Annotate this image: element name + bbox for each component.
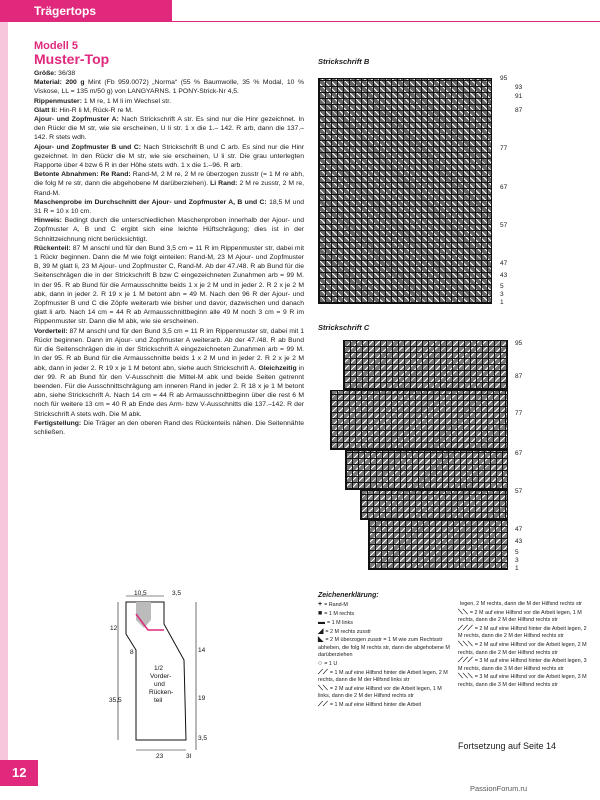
legend-text: = 2 M auf eine Hilfsnd hinter die Arbeit legen, 2 M rechts, dann die 2 M der Hilfsnd rechts str — [458, 626, 587, 640]
legend-symbol-icon: + — [318, 601, 323, 609]
chart-c-block-middle — [345, 450, 508, 490]
legend-item — [318, 636, 450, 659]
legend-text: = 1 M auf eine Hilfsnd hinter die Arbeit legen, 2 M rechts, dann die M der Hilfsnd links str — [318, 669, 448, 683]
chart-c-block-top — [343, 340, 508, 390]
legend-item — [318, 619, 450, 627]
decrease-left-label: Li Rand: — [210, 180, 238, 188]
hint-paragraph — [34, 216, 304, 244]
legend-item — [458, 625, 590, 641]
size-paragraph — [34, 69, 304, 78]
size-label: Größe: — [34, 70, 57, 77]
chart-b-row-93: 93 — [515, 84, 523, 91]
page-margin-bar — [0, 22, 8, 762]
chart-c-block-bottom — [368, 520, 508, 570]
legend-text: = 2 M auf eine Hilfsnd vor die Arbeit legen, 1 M links, dann die 2 M der Hilfsnd rechts str — [318, 685, 442, 700]
legend-text: = 1 M auf eine Hilfsnd hinter die Arbeit — [329, 701, 422, 708]
chart-b-row-67: 67 — [500, 184, 508, 191]
schematic-side-8-label: 8 — [130, 649, 134, 656]
schematic-bottom-width-label: 23 — [156, 753, 164, 760]
plain-label: Glatt li: — [34, 106, 58, 114]
chart-c-row-47: 47 — [515, 526, 523, 533]
page-number: 12 — [0, 760, 38, 786]
section-header — [0, 0, 172, 21]
legend-text: = 3 M auf eine Hilfsnd vor die Arbeit legen, 3 M rechts, dann die 3 M der Hilfsnd rechts str — [458, 674, 587, 688]
chart-b-row-1: 1 — [500, 299, 504, 306]
plain-text: Hin-R li M, Rück-R re M. — [59, 106, 133, 114]
chart-b-row-47: 47 — [500, 260, 508, 267]
ajour-a-paragraph — [34, 115, 304, 143]
chart-c-block-upper — [330, 390, 508, 450]
hint-text: Bedingt durch die unterschiedlichen Maschenproben innerhalb der Ajour- und Zopfmuster A, B und C ergibt sich eine leichte Hüftschrägung; dies ist in der Schnittzeichnung nicht berücksichtigt. — [34, 217, 304, 243]
decrease-paragraph — [34, 170, 304, 198]
chart-c-row-3: 3 — [515, 557, 519, 564]
gauge-text: 18,5 M und 31 R = 10 x 10 cm. — [34, 198, 305, 216]
finish-paragraph — [34, 419, 304, 437]
legend-item — [318, 610, 450, 618]
chart-c-row-77: 77 — [515, 410, 523, 417]
header-divider — [0, 21, 600, 22]
chart-c-row-5: 5 — [515, 549, 519, 556]
rib-paragraph — [34, 97, 304, 106]
chart-b-row-91: 91 — [515, 93, 523, 100]
size-value: 36/38 — [58, 70, 76, 77]
ajour-a-label: Ajour- und Zopfmuster A: — [34, 116, 119, 124]
legend-item — [458, 609, 590, 625]
legend-symbol-icon: ⟋⟋⟋ — [458, 625, 473, 633]
legend-text: = 2 M rechts zusstr — [325, 628, 372, 635]
legend-item — [318, 601, 450, 609]
model-title: Muster-Top — [34, 51, 110, 67]
legend-text: = 1 M rechts — [324, 611, 355, 618]
legend-right-column — [458, 601, 590, 709]
chart-c-row-87: 87 — [515, 373, 523, 380]
continuation-note: Fortsetzung auf Seite 14 — [458, 741, 557, 751]
legend-item — [458, 673, 590, 689]
legend-title: Zeichenerklärung: — [318, 592, 379, 599]
chart-b-row-43: 43 — [500, 272, 508, 279]
chart-c-title: Strickschrift C — [318, 323, 370, 332]
decrease-text: Rand-M, 2 M re, 2 M re überzogen zusstr (= 1 M re abh, die folg M re str, dann die abgehobene M darüberziehen). — [34, 171, 304, 188]
chart-b-row-57: 57 — [500, 222, 508, 229]
model-number: Modell 5 — [34, 40, 79, 52]
ajour-bc-label: Ajour- und Zopfmuster B und C: — [34, 143, 141, 151]
rib-label: Rippenmuster: — [34, 97, 82, 105]
chart-b-row-87: 87 — [515, 107, 523, 114]
schematic-center-label-5: teil — [154, 697, 163, 704]
chart-c-row-57: 57 — [515, 488, 523, 495]
chart-b-row-95: 95 — [500, 75, 508, 82]
legend-symbol-icon: ■ — [318, 610, 323, 618]
legend-item — [458, 601, 590, 608]
instructions-column — [34, 40, 304, 437]
back-paragraph — [34, 244, 304, 327]
material-text: Mint (Fb 959.0072) „Norma“ (55 % Baumwolle, 35 % Modal, 10 % Viskose, LL = 135 m/50 g) von LANGYARNS. 1 PONY-Strick-Nr 4,5. — [34, 79, 304, 96]
finish-label: Fertigstellung: — [34, 419, 82, 427]
front-label: Vorderteil: — [34, 327, 68, 335]
front-text: 87 M anschl und für den Bund 3,5 cm = 11 R im Rippenmuster str, dabei mit 1 Rückr beginnen. Dann im Ajour- und Zopfmuster A weiterarb. Ab der 47./48. R ab Bund für die Seitenschrägen die in der Strickschrift A eingezeichneten Zunahmen arb = 99 M. In der 95. R ab Bund für die Armausschnitte beids 1 x 2 M und in jeder 2. R 2 x je 2 M abk, dann in jeder 2. R 19 x je 1 M betont abn, siehe auch Strickschrift A. — [34, 327, 305, 372]
schematic-top-left-label: 10,5 — [134, 590, 147, 597]
schematic-bottom-right-label: 3l — [186, 753, 192, 760]
chart-b-row-77: 77 — [500, 145, 508, 152]
schematic-side-19-label: 19 — [198, 695, 206, 702]
chart-b-row-5: 5 — [500, 283, 504, 290]
legend-symbol-icon: ⟍⟍⟍ — [458, 673, 473, 681]
hint-label: Hinweis: — [34, 217, 62, 225]
symbol-legend — [318, 592, 594, 710]
chart-c-row-67: 67 — [515, 450, 523, 457]
legend-symbol-icon: ⟋⟋⟋ — [458, 657, 473, 665]
ajour-a-text: Nach Strickschrift A str. Es sind nur die Hinr gezeichnet. In den Rückr die M str, wie sie erscheinen, U li str. 1 x die 1.– 142. R arb, dann die 137.–142. R stets wdh. — [34, 116, 304, 142]
finish-text: Die Träger an den oberen Rand des Rückenteils nähen. Die Seitennähte schließen. — [34, 419, 305, 436]
legend-left-column — [318, 601, 450, 709]
legend-symbol-icon: ⟍⟍⟍ — [458, 641, 473, 649]
legend-symbol-icon: ⟍⟍ — [458, 609, 468, 617]
schematic-side-35-5-label: 35,5 — [109, 697, 122, 704]
schematic-side-14-label: 14 — [198, 647, 206, 654]
section-title: Trägertops — [34, 4, 97, 18]
legend-symbol-icon: ⟋⟋ — [318, 700, 328, 708]
legend-symbol-icon: ◢ — [318, 627, 324, 635]
schematic-center-label-3: und — [154, 681, 165, 688]
plain-paragraph — [34, 106, 304, 115]
chart-b-grid — [318, 78, 492, 304]
legend-text: = 1 U — [324, 660, 338, 667]
schematic-top-right-label: 3,5 — [172, 590, 182, 597]
legend-item — [318, 685, 450, 701]
schematic-side-12-label: 12 — [110, 625, 118, 632]
legend-symbol-icon: ⟋⟋ — [318, 668, 328, 676]
rib-text: 1 M re, 1 M li im Wechsel str. — [83, 97, 171, 105]
chart-c-row-43: 43 — [515, 538, 523, 545]
schematic-center-label-2: Vorder- — [150, 673, 172, 680]
chart-c-row-1: 1 — [515, 565, 519, 572]
legend-text: = 3 M auf eine Hilfsnd hinter die Arbeit legen, 3 M rechts, dann die 3 M der Hilfsnd rechts str — [458, 658, 587, 672]
legend-text: = 2 M überzogen zusstr = 1 M wie zum Rechtsstr abheben, die folg M rechts str, dann die abgehobene M darüberziehen — [318, 637, 450, 659]
simul-text: in der 99. R ab Bund für den V-Ausschnitt die Mittel-M abk und beide Seiten getrennt beenden. Für die Ausschnittschrägung am inneren Rand in jeder 2. R 18 x je 1 M betont abn, siehe Strickschrift A. Nach 14 cm = 44 R ab Armausschnittbeginn über die rest 6 M noch für weitere 13 cm = 40 R ab Ende des Arm- bzw V-Ausschnitts die 137.–142. R der Strickschrift A stets wdh. Die M abk. — [34, 364, 304, 418]
legend-item — [458, 641, 590, 657]
legend-item — [458, 657, 590, 673]
watermark: PassionForum.ru — [470, 784, 528, 793]
legend-symbol-icon: ⟍⟍ — [318, 684, 328, 692]
legend-text: = 1 M links — [327, 619, 353, 626]
legend-item — [318, 669, 450, 685]
gauge-label: Maschenprobe im Durchschnitt der Ajour- und Zopfmuster A, B und C: — [34, 198, 267, 206]
chart-c-block-lower — [360, 490, 508, 520]
legend-item — [318, 660, 450, 668]
front-paragraph — [34, 327, 304, 419]
decrease-left-text: 2 M re zusstr, 2 M re, Rand-M. — [34, 180, 305, 197]
legend-text: legen, 2 M rechts, dann die M der Hilfsnd rechts str — [460, 601, 582, 608]
chart-b-row-3: 3 — [500, 291, 504, 298]
legend-text: = 2 M auf eine Hilfsnd vor die Arbeit legen, 2 M rechts, dann die 2 M der Hilfsnd rechts str — [458, 642, 587, 656]
material-paragraph — [34, 78, 304, 96]
chart-c-row-95: 95 — [515, 340, 523, 347]
decrease-label: Betonte Abnahmen: Re Rand: — [34, 171, 131, 179]
back-text: 87 M anschl und für den Bund 3,5 cm = 11 R im Rippenmuster str, dabei mit 1 Rückr beginnen. Dann die M wie folgt einteilen: Rand-M, 23 M Ajour- und Zopfmuster B, 39 M glatt li, 23 M Ajour- und Zopfmuster C, Rand-M. Ab der 47./48. R ab Bund für die Seitenschrägen die in der Strickschrift B bzw C eingezeichneten Zunahmen arb = 99 M. In der 95. R ab Bund für die Armausschnitte beids 1 x je 2 M und in jeder 2. R 2 x je 2 M abk, dann in jeder 2. R 19 x je 1 M betont abn = 49 M. Nach den 96 R der Ajour- und Zopfmuster B und C die Zöpfe weiterarb wie bisher und davor, dazwischen und danach glatt li arb. Nach 14 cm = 44 R ab Armausschnittbeginn alle 49 M noch 3 cm = 9 R im Rippenmuster str. Dann die M abk, wie sie erscheinen. — [34, 244, 304, 326]
gauge-paragraph — [34, 198, 304, 216]
back-label: Rückenteil: — [34, 244, 71, 252]
legend-item — [318, 628, 450, 636]
legend-text: = Rand-M — [324, 602, 348, 609]
chart-b-title: Strickschrift B — [318, 57, 370, 66]
legend-symbol-icon: ▬ — [318, 618, 325, 626]
ajour-bc-paragraph — [34, 143, 304, 171]
schematic-center-label-4: Rücken- — [149, 689, 174, 696]
legend-text: = 2 M auf eine Hilfsnd vor die Arbeit legen, 1 M rechts, dann die 2 M der Hilfsnd rechts str — [458, 610, 582, 624]
material-label: Material: 200 g — [34, 79, 85, 87]
legend-item — [318, 701, 450, 709]
garment-schematic — [106, 590, 216, 760]
legend-symbol-icon: ◣ — [318, 636, 324, 644]
schematic-center-label-1: 1/2 — [154, 665, 164, 672]
ajour-bc-text: Nach Strickschrift B und C arb. Es sind nur die Hinr gezeichnet. In den Rückr die M str, wie sie erscheinen, U li str. Die grau unterlegten Rapporte über 4 bzw 6 R in der Höhe stets wdh. 1 x die 1.–96. R arb. — [34, 143, 305, 170]
schematic-side-3-5-label: 3,5 — [198, 735, 208, 742]
legend-symbol-icon: ○ — [318, 659, 323, 667]
simul-label: Gleichzeitig — [258, 364, 297, 372]
